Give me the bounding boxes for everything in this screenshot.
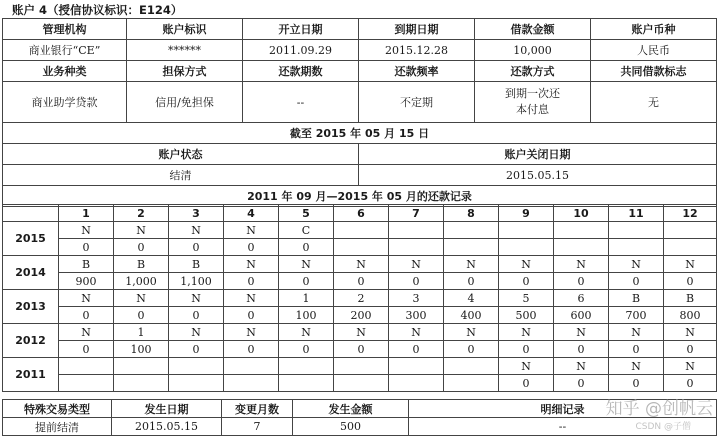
amount-cell: [279, 375, 334, 392]
status-cell: [389, 222, 444, 239]
status-cell: [114, 358, 169, 375]
amount-cell: [664, 239, 717, 256]
repayment-grid: [2, 204, 717, 392]
month-header: 1: [59, 205, 114, 222]
repayment-amount-row: [3, 375, 717, 392]
amount-cell: 0: [169, 341, 224, 358]
repayment-amount-row: [3, 273, 717, 290]
status-cell: [444, 358, 499, 375]
value-occur-date: 2015.05.15: [112, 418, 222, 436]
month-header: 2: [114, 205, 169, 222]
header-open-date: 开立日期: [243, 19, 359, 40]
status-header-row: [3, 144, 717, 165]
status-cell: C: [279, 222, 334, 239]
amount-cell: [389, 239, 444, 256]
status-cell: B: [114, 256, 169, 273]
header-account-status: 账户状态: [3, 144, 359, 165]
status-cell: [334, 358, 389, 375]
status-cell: 6: [554, 290, 609, 307]
value-loan-amount: 10,000: [475, 40, 591, 61]
header-close-date: 账户关闭日期: [359, 144, 717, 165]
status-cell: N: [59, 222, 114, 239]
amount-cell: [224, 375, 279, 392]
amount-cell: 200: [334, 307, 389, 324]
value-close-date: 2015.05.15: [359, 165, 717, 186]
basic-header-row: [3, 19, 717, 40]
month-header: 3: [169, 205, 224, 222]
header-repay-method: 还款方式: [475, 61, 591, 82]
amount-cell: 1,100: [169, 273, 224, 290]
watermark-zhihu: 知乎 @创帆云: [605, 399, 713, 419]
year-label: 2014: [3, 256, 59, 290]
value-frequency: 不定期: [359, 82, 475, 123]
value-periods: --: [243, 82, 359, 123]
amount-cell: 1,000: [114, 273, 169, 290]
value-joint-flag: 无: [591, 82, 717, 123]
value-management-org: 商业银行“CE”: [3, 40, 127, 61]
amount-cell: 0: [114, 239, 169, 256]
status-cell: [169, 358, 224, 375]
value-open-date: 2011.09.29: [243, 40, 359, 61]
month-header: 8: [444, 205, 499, 222]
status-cell: N: [609, 358, 664, 375]
header-currency: 账户币种: [591, 19, 717, 40]
repayment-status-row: [3, 358, 717, 375]
status-cell: B: [169, 256, 224, 273]
amount-cell: [59, 375, 114, 392]
amount-cell: [609, 239, 664, 256]
status-cell: [444, 222, 499, 239]
status-cell: N: [279, 324, 334, 341]
status-cell: N: [389, 324, 444, 341]
amount-cell: 0: [59, 307, 114, 324]
status-cell: B: [59, 256, 114, 273]
status-cell: N: [389, 256, 444, 273]
amount-cell: 700: [609, 307, 664, 324]
status-value-row: [3, 165, 717, 186]
status-cell: N: [224, 222, 279, 239]
amount-cell: [554, 239, 609, 256]
status-cell: N: [224, 290, 279, 307]
status-cell: 3: [389, 290, 444, 307]
status-cell: N: [224, 256, 279, 273]
status-cell: N: [169, 222, 224, 239]
amount-cell: 0: [224, 341, 279, 358]
account-info-table: [2, 18, 717, 207]
special-value-row: [3, 418, 717, 436]
repayment-title: 2011 年 09 月—2015 年 05 月的还款记录: [3, 186, 717, 207]
header-occur-date: 发生日期: [112, 400, 222, 418]
status-cell: 2: [334, 290, 389, 307]
status-cell: N: [169, 324, 224, 341]
amount-cell: 0: [499, 273, 554, 290]
loan-header-row: [3, 61, 717, 82]
header-detail-record: 明细记录: [409, 400, 717, 418]
status-cell: N: [224, 324, 279, 341]
status-cell: N: [444, 324, 499, 341]
value-account-status: 结清: [3, 165, 359, 186]
amount-cell: [444, 375, 499, 392]
year-column-header: [3, 205, 59, 222]
amount-cell: 100: [114, 341, 169, 358]
status-cell: B: [609, 290, 664, 307]
header-joint-flag: 共同借款标志: [591, 61, 717, 82]
status-cell: N: [554, 256, 609, 273]
header-change-months: 变更月数: [222, 400, 293, 418]
status-cell: N: [554, 324, 609, 341]
amount-cell: 800: [664, 307, 717, 324]
value-currency: 人民币: [591, 40, 717, 61]
status-cell: N: [334, 324, 389, 341]
loan-value-row: [3, 82, 717, 123]
value-special-type: 提前结清: [3, 418, 112, 436]
amount-cell: 0: [279, 239, 334, 256]
amount-cell: [389, 375, 444, 392]
basic-value-row: [3, 40, 717, 61]
month-header: 6: [334, 205, 389, 222]
header-business-type: 业务种类: [3, 61, 127, 82]
amount-cell: 0: [169, 307, 224, 324]
header-management-org: 管理机构: [3, 19, 127, 40]
amount-cell: [499, 239, 554, 256]
status-cell: N: [334, 256, 389, 273]
amount-cell: [169, 375, 224, 392]
status-cell: [554, 222, 609, 239]
amount-cell: 0: [279, 341, 334, 358]
value-change-months: 7: [222, 418, 293, 436]
month-header: 7: [389, 205, 444, 222]
status-cell: N: [609, 324, 664, 341]
amount-cell: 0: [554, 341, 609, 358]
amount-cell: 0: [609, 341, 664, 358]
month-header: 12: [664, 205, 717, 222]
header-frequency: 还款频率: [359, 61, 475, 82]
month-header: 11: [609, 205, 664, 222]
status-cell: N: [169, 290, 224, 307]
amount-cell: 0: [664, 341, 717, 358]
amount-cell: 0: [389, 341, 444, 358]
status-cell: [59, 358, 114, 375]
amount-cell: 0: [609, 375, 664, 392]
status-cell: N: [664, 256, 717, 273]
amount-cell: 0: [609, 273, 664, 290]
value-business-type: 商业助学贷款: [3, 82, 127, 123]
as-of-row: [3, 123, 717, 144]
amount-cell: 900: [59, 273, 114, 290]
month-header: 4: [224, 205, 279, 222]
amount-cell: [444, 239, 499, 256]
value-occur-amount: 500: [293, 418, 409, 436]
header-guarantee: 担保方式: [127, 61, 243, 82]
amount-cell: 0: [59, 341, 114, 358]
month-header: 10: [554, 205, 609, 222]
amount-cell: 600: [554, 307, 609, 324]
amount-cell: [334, 375, 389, 392]
value-guarantee: 信用/免担保: [127, 82, 243, 123]
status-cell: N: [444, 256, 499, 273]
status-cell: N: [279, 256, 334, 273]
amount-cell: 0: [499, 341, 554, 358]
header-account-id: 账户标识: [127, 19, 243, 40]
header-loan-amount: 借款金额: [475, 19, 591, 40]
amount-cell: 0: [169, 239, 224, 256]
status-cell: [279, 358, 334, 375]
repayment-amount-row: [3, 341, 717, 358]
year-label: 2013: [3, 290, 59, 324]
repayment-status-row: [3, 256, 717, 273]
status-cell: N: [554, 358, 609, 375]
status-cell: N: [499, 358, 554, 375]
amount-cell: 0: [499, 375, 554, 392]
watermark-csdn: CSDN @子僧: [635, 422, 691, 432]
amount-cell: [114, 375, 169, 392]
status-cell: N: [664, 358, 717, 375]
status-cell: 4: [444, 290, 499, 307]
header-occur-amount: 发生金额: [293, 400, 409, 418]
amount-cell: 0: [334, 273, 389, 290]
month-header: 5: [279, 205, 334, 222]
status-cell: N: [664, 324, 717, 341]
amount-cell: 400: [444, 307, 499, 324]
value-detail-record: --: [409, 418, 717, 436]
amount-cell: 0: [224, 273, 279, 290]
status-cell: N: [59, 290, 114, 307]
status-cell: N: [609, 256, 664, 273]
status-cell: [224, 358, 279, 375]
header-special-type: 特殊交易类型: [3, 400, 112, 418]
status-cell: [389, 358, 444, 375]
year-label: 2011: [3, 358, 59, 392]
amount-cell: 0: [224, 307, 279, 324]
amount-cell: 0: [554, 273, 609, 290]
status-cell: N: [59, 324, 114, 341]
repayment-status-row: [3, 290, 717, 307]
amount-cell: 500: [499, 307, 554, 324]
value-repay-method: 到期一次还本付息: [475, 82, 591, 123]
header-periods: 还款期数: [243, 61, 359, 82]
status-cell: 1: [114, 324, 169, 341]
amount-cell: 0: [114, 307, 169, 324]
amount-cell: 300: [389, 307, 444, 324]
status-cell: N: [499, 324, 554, 341]
status-cell: 5: [499, 290, 554, 307]
status-cell: B: [664, 290, 717, 307]
amount-cell: 0: [224, 239, 279, 256]
month-header: 9: [499, 205, 554, 222]
value-due-date: 2015.12.28: [359, 40, 475, 61]
status-cell: 1: [279, 290, 334, 307]
amount-cell: 0: [664, 273, 717, 290]
as-of-date: 截至 2015 年 05 月 15 日: [3, 123, 717, 144]
amount-cell: 0: [444, 341, 499, 358]
amount-cell: 0: [334, 341, 389, 358]
year-label: 2015: [3, 222, 59, 256]
status-cell: N: [499, 256, 554, 273]
amount-cell: 0: [444, 273, 499, 290]
header-due-date: 到期日期: [359, 19, 475, 40]
amount-cell: 0: [389, 273, 444, 290]
amount-cell: [334, 239, 389, 256]
value-account-id: ******: [127, 40, 243, 61]
amount-cell: 0: [554, 375, 609, 392]
year-label: 2012: [3, 324, 59, 358]
repayment-status-row: [3, 324, 717, 341]
status-cell: [499, 222, 554, 239]
amount-cell: 0: [59, 239, 114, 256]
status-cell: [334, 222, 389, 239]
month-header-row: [3, 205, 717, 222]
account-title: 账户 4（授信协议标识：E124）: [12, 3, 183, 17]
amount-cell: 0: [664, 375, 717, 392]
amount-cell: 100: [279, 307, 334, 324]
repayment-amount-row: [3, 239, 717, 256]
status-cell: [664, 222, 717, 239]
status-cell: N: [114, 222, 169, 239]
status-cell: [609, 222, 664, 239]
status-cell: N: [114, 290, 169, 307]
repayment-amount-row: [3, 307, 717, 324]
repayment-status-row: [3, 222, 717, 239]
amount-cell: 0: [279, 273, 334, 290]
